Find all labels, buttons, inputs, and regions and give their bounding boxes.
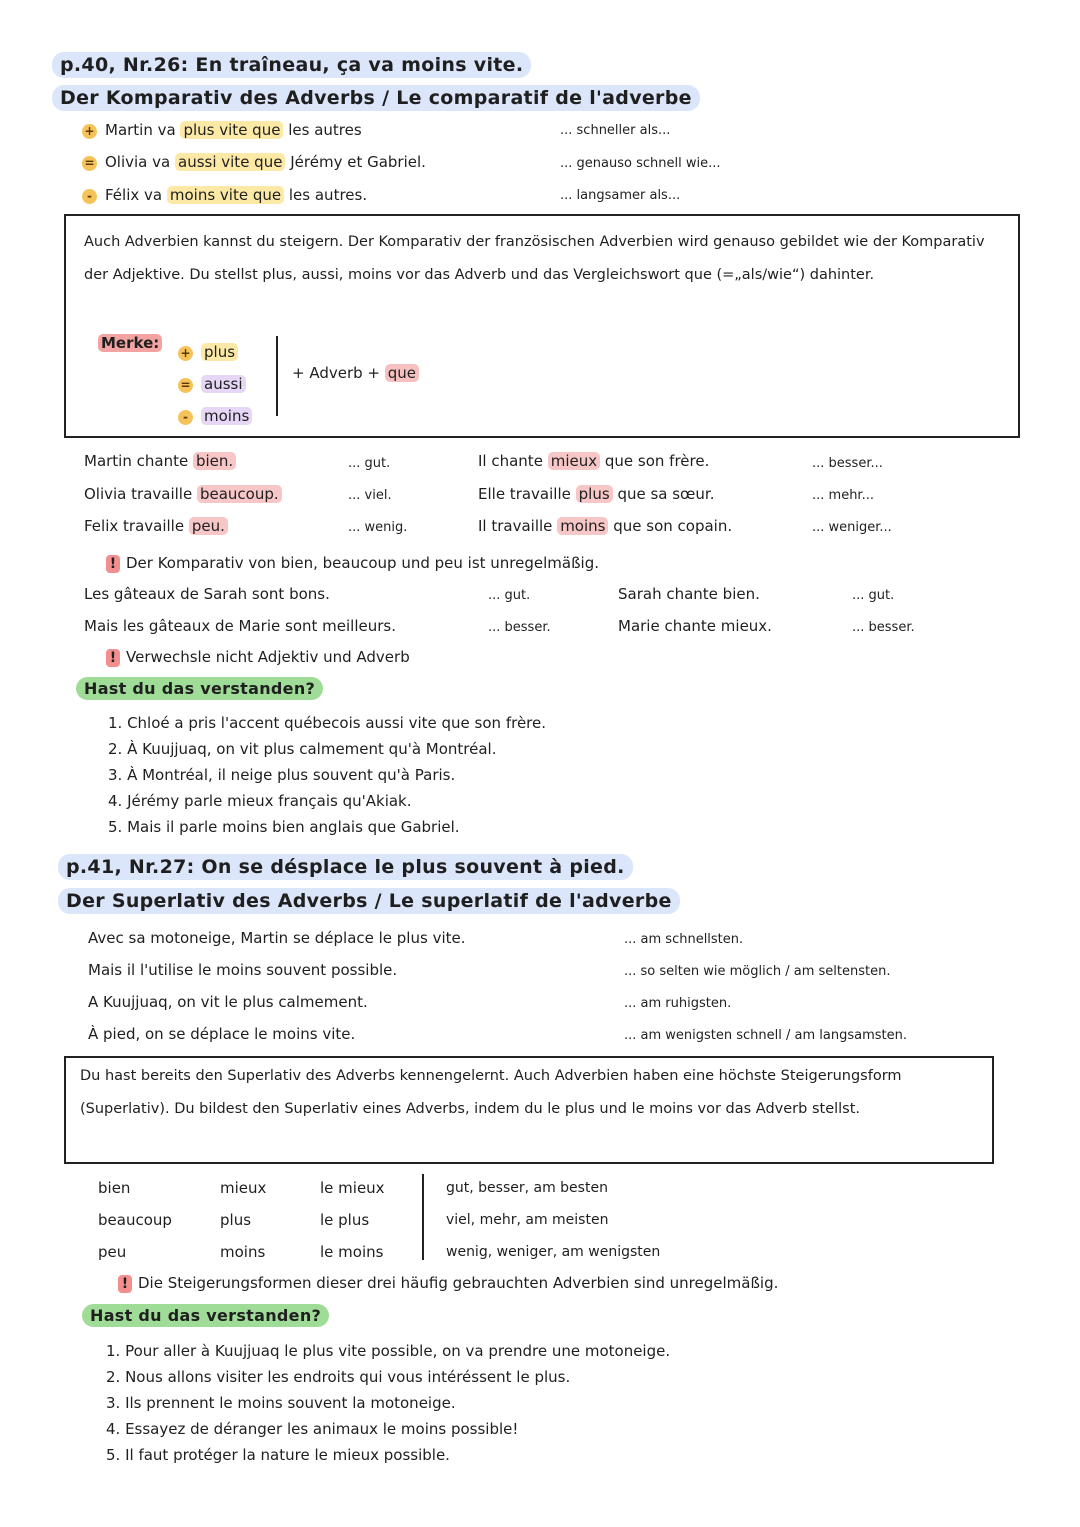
superlative-example: À pied, on se déplace le moins vite.: [88, 1025, 356, 1043]
list-item: 2. Nous allons visiter les endroits qui vous intéréssent le plus.: [106, 1368, 571, 1386]
translation: ... besser.: [488, 620, 551, 635]
list-item: 3. Ils prennent le moins souvent la motoneige.: [106, 1394, 456, 1412]
translation: ... am ruhigsten.: [624, 996, 732, 1011]
list-item: 3. À Montréal, il neige plus souvent qu'à Paris.: [108, 766, 456, 784]
irregular-row: Felix travaille peu.: [84, 517, 228, 535]
translation: ... schneller als...: [560, 123, 671, 138]
adjective-example: Mais les gâteaux de Marie sont meilleurs.: [84, 617, 396, 635]
section1-subtitle: Der Komparativ des Adverbs / Le comparatif de l'adverbe: [52, 85, 700, 111]
warning-note: ! Der Komparativ von bien, beaucoup und peu ist unregelmäßig.: [106, 554, 599, 573]
merke-formula: + Adverb + que: [292, 364, 419, 382]
section2-title: p.41, Nr.27: On se désplace le plus souvent à pied.: [58, 854, 633, 880]
table-row: bien mieux le mieux: [98, 1179, 385, 1197]
merke-label: Merke:: [98, 334, 162, 352]
irregular-row: Martin chante bien.: [84, 452, 236, 470]
translation: ... am wenigsten schnell / am langsamsten.: [624, 1028, 908, 1043]
rule-box: [64, 214, 1020, 438]
irregular-table: [98, 1172, 420, 1268]
equal-icon: =: [82, 156, 97, 171]
plus-icon: +: [178, 346, 193, 361]
adjective-example: Les gâteaux de Sarah sont bons.: [84, 585, 330, 603]
divider: [276, 336, 278, 416]
exercise-list: [106, 1338, 670, 1468]
rule-text: Du hast bereits den Superlativ des Adverbs kennengelernt. Auch Adverbien haben eine höchste Steigerungsform (Superlativ). Du bildest den Superlativ eines Adverbs, indem du le plus und le moins vor das Adverb stellst.: [80, 1068, 902, 1117]
translation: ... weniger...: [812, 520, 892, 535]
exclamation-icon: !: [106, 555, 120, 573]
translation: ... viel.: [348, 488, 392, 503]
table-row: peu moins le moins: [98, 1243, 384, 1261]
minus-icon: -: [178, 410, 193, 425]
list-item: 4. Jérémy parle mieux français qu'Akiak.: [108, 792, 412, 810]
translation: gut, besser, am besten: [446, 1180, 608, 1196]
translation: ... wenig.: [348, 520, 408, 535]
translation: wenig, weniger, am wenigsten: [446, 1244, 661, 1260]
warning-note: ! Die Steigerungsformen dieser drei häufig gebrauchten Adverbien sind unregelmäßig.: [118, 1274, 778, 1293]
table-row: beaucoup plus le plus: [98, 1211, 370, 1229]
translation: ... mehr...: [812, 488, 874, 503]
section2-subtitle: Der Superlativ des Adverbs / Le superlatif de l'adverbe: [58, 888, 680, 914]
list-item: 5. Il faut protéger la nature le mieux possible.: [106, 1446, 450, 1464]
translation-column: [446, 1172, 660, 1268]
comparative-row: Il travaille moins que son copain.: [478, 517, 733, 535]
list-item: 2. À Kuujjuaq, on vit plus calmement qu'à Montréal.: [108, 740, 497, 758]
comparative-row: Il chante mieux que son frère.: [478, 452, 710, 470]
translation: ... genauso schnell wie...: [560, 156, 721, 171]
list-item: 1. Pour aller à Kuujjuaq le plus vite possible, on va prendre une motoneige.: [106, 1342, 671, 1360]
minus-icon: -: [82, 189, 97, 204]
comparative-row: Elle travaille plus que sa sœur.: [478, 485, 715, 503]
plus-icon: +: [82, 124, 97, 139]
exclamation-icon: !: [106, 649, 120, 667]
adverb-example: Marie chante mieux.: [618, 617, 772, 635]
translation: viel, mehr, am meisten: [446, 1212, 609, 1228]
translation: ... langsamer als...: [560, 188, 681, 203]
example-plus: + Martin va plus vite que les autres: [82, 121, 362, 139]
translation: ... gut.: [348, 456, 391, 471]
exercise-list: [108, 710, 546, 840]
irregular-row: Olivia travaille beaucoup.: [84, 485, 282, 503]
equal-icon: =: [178, 378, 193, 393]
translation: ... besser...: [812, 456, 883, 471]
translation: ... gut.: [488, 588, 531, 603]
translation: ... am schnellsten.: [624, 932, 744, 947]
example-minus: - Félix va moins vite que les autres.: [82, 186, 367, 204]
list-item: 4. Essayez de déranger les animaux le moins possible!: [106, 1420, 519, 1438]
check-title: Hast du das verstanden?: [82, 1304, 329, 1327]
adverb-example: Sarah chante bien.: [618, 585, 760, 603]
superlative-example: Mais il l'utilise le moins souvent possible.: [88, 961, 398, 979]
divider: [422, 1174, 424, 1260]
translation: ... so selten wie möglich / am seltensten.: [624, 964, 891, 979]
section1-title: p.40, Nr.26: En traîneau, ça va moins vite.: [52, 52, 531, 78]
merke-list: + plus = aussi - moins: [178, 336, 252, 432]
translation: ... gut.: [852, 588, 895, 603]
warning-note: ! Verwechsle nicht Adjektiv und Adverb: [106, 648, 410, 667]
rule-box: [64, 1056, 994, 1164]
rule-text: Auch Adverbien kannst du steigern. Der Komparativ der französischen Adverbien wird genauso gebildet wie der Komparativ der Adjektive. Du stellst plus, aussi, moins vor das Adverb und das Vergleichswort que (=„als/wie“) dahinter.: [84, 234, 985, 283]
list-item: 1. Chloé a pris l'accent québecois aussi vite que son frère.: [108, 714, 547, 732]
example-equal: = Olivia va aussi vite que Jérémy et Gabriel.: [82, 153, 426, 171]
superlative-example: A Kuujjuaq, on vit le plus calmement.: [88, 993, 368, 1011]
check-title: Hast du das verstanden?: [76, 677, 323, 700]
superlative-example: Avec sa motoneige, Martin se déplace le plus vite.: [88, 929, 466, 947]
list-item: 5. Mais il parle moins bien anglais que Gabriel.: [108, 818, 460, 836]
translation: ... besser.: [852, 620, 915, 635]
exclamation-icon: !: [118, 1275, 132, 1293]
